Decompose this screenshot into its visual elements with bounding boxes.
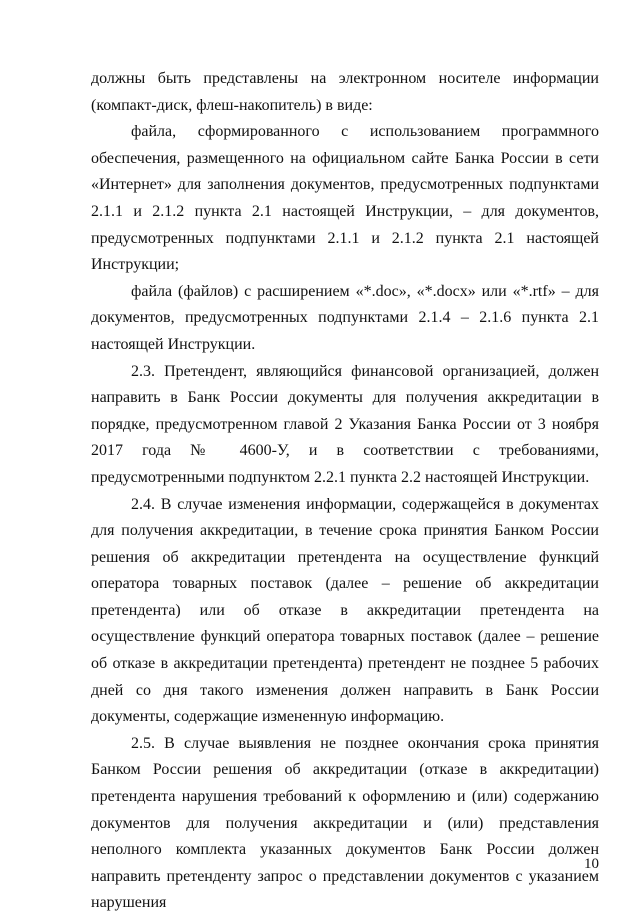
page-number: 10 xyxy=(584,856,599,872)
paragraph-2-4: 2.4. В случае изменения информации, содержащейся в документах для получения аккредитации, в течение срока принятия Банком России решения об аккредитации претендента на осуществление функций оператора товарных поставок (далее – решение об аккредитации претендента) или об отказе в аккредитации претендента на осуществление функций оператора товарных поставок (далее – решение об отказе в аккредитации претендента) претендент не позднее 5 рабочих дней со дня такого изменения должен направить в Банк России документы, содержащие измененную информацию. xyxy=(91,495,599,726)
paragraph-media-requirements: должны быть представлены на электронном носителе информации (компакт-диск, флеш-накопитель) в виде: xyxy=(91,70,599,114)
paragraph-2-5: 2.5. В случае выявления не позднее окончания срока принятия Банком России решения об аккредитации (отказе в аккредитации) претендента нарушения требований к оформлению и (или) содержанию документов для получения аккредитации и (или) представления неполного комплекта указанных документов Банк России должен направить претенденту запрос о представлении документов с указанием нарушения xyxy=(91,734,599,912)
document-body xyxy=(91,66,599,917)
paragraph-2-3: 2.3. Претендент, являющийся финансовой организацией, должен направить в Банк России документы для получения аккредитации в порядке, предусмотренном главой 2 Указания Банка России от 3 ноября 2017 года № 4600-У, и в соответствии с требованиями, предусмотренными подпунктом 2.2.1 пункта 2.2 настоящей Инструкции. xyxy=(91,362,599,486)
paragraph-software-file: файла, сформированного с использованием программного обеспечения, размещенного на официальном сайте Банка России в сети «Интернет» для заполнения документов, предусмотренных подпунктами 2.1.1 и 2.1.2 пункта 2.1 настоящей Инструкции, – для документов, предусмотренных подпунктами 2.1.1 и 2.1.2 пункта 2.1 настоящей Инструкции; xyxy=(91,123,599,274)
paragraph-doc-files: файла (файлов) с расширением «*.doc», «*.docx» или «*.rtf» – для документов, предусмотренных подпунктами 2.1.4 – 2.1.6 пункта 2.1 настоящей Инструкции. xyxy=(91,282,599,353)
